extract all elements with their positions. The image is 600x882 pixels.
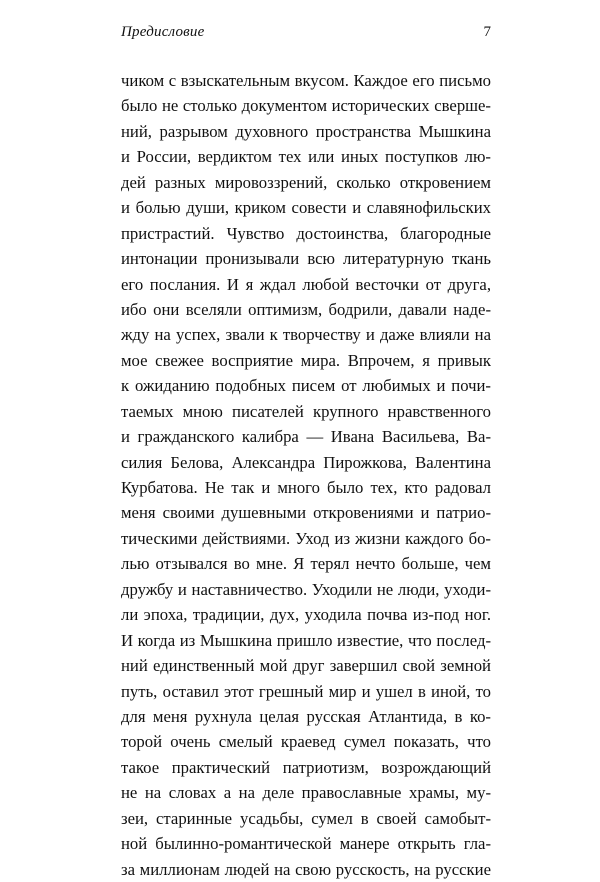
text-line: меня своими душевными откровениями и патрио-: [121, 503, 491, 523]
text-line: ний единственный мой друг завершил свой земной: [121, 656, 491, 676]
text-line: И когда из Мышкина пришло известие, что послед-: [121, 630, 491, 650]
text-line: дей разных мировоззрений, сколько откровением: [121, 172, 491, 192]
text-line: лью отзывался во мне. Я терял нечто больше, чем: [121, 554, 491, 574]
text-line: к ожиданию подобных писем от любимых и почи-: [121, 376, 491, 396]
text-line: торой очень смелый краевед сумел показать, что: [121, 732, 491, 752]
text-line: чиком с взыскательным вкусом. Каждое его письмо: [121, 71, 491, 90]
text-line: ний, разрывом духовного пространства Мышкина: [121, 121, 491, 141]
text-line: его послания. И я ждал любой весточки от друга,: [121, 274, 491, 294]
text-line: и болью души, криком совести и славянофильских: [121, 198, 491, 218]
text-line: за миллионам людей на свою русскость, на русские: [121, 859, 491, 879]
text-line: и России, вердиктом тех или иных поступков лю-: [121, 147, 491, 167]
text-line: ной былинно-романтической манере открыть гла-: [121, 834, 491, 854]
running-head: [121, 24, 491, 46]
body-text: [121, 68, 491, 882]
text-line: такое практический патриотизм, возрождающий: [121, 757, 491, 777]
text-line: путь, оставил этот грешный мир и ушел в иной, то: [121, 681, 491, 701]
text-line: силия Белова, Александра Пирожкова, Валентина: [121, 452, 491, 472]
text-line: и гражданского калибра — Ивана Васильева, Ва-: [121, 427, 491, 447]
running-title: Предисловие: [121, 24, 205, 40]
text-line: зеи, старинные усадьбы, сумел в своей самобыт-: [121, 808, 491, 828]
text-line: мое свежее восприятие мира. Впрочем, я привык: [121, 350, 491, 370]
text-line: Курбатова. Не так и много было тех, кто радовал: [121, 478, 491, 497]
text-line: дружбу и наставничество. Уходили не люди, уходи-: [121, 579, 491, 599]
text-line: пристрастий. Чувство достоинства, благородные: [121, 223, 491, 243]
text-line: было не столько документом исторических сверше-: [121, 96, 491, 116]
text-line: таемых мною писателей крупного нравственного: [121, 401, 491, 421]
text-line: интонации пронизывали всю литературную ткань: [121, 249, 491, 269]
page-number: 7: [483, 24, 491, 40]
text-line: для меня рухнула целая русская Атлантида, в ко-: [121, 706, 491, 726]
text-line: ли эпоха, традиции, дух, уходила почва из-под ног.: [121, 605, 491, 625]
text-line: ибо они вселяли оптимизм, бодрили, давали наде-: [121, 299, 491, 319]
text-line: жду на успех, звали к творчеству и даже влияли на: [121, 325, 491, 345]
text-line: не на словах а на деле православные храмы, му-: [121, 783, 491, 803]
text-line: тическими действиями. Уход из жизни каждого бо-: [121, 528, 491, 548]
